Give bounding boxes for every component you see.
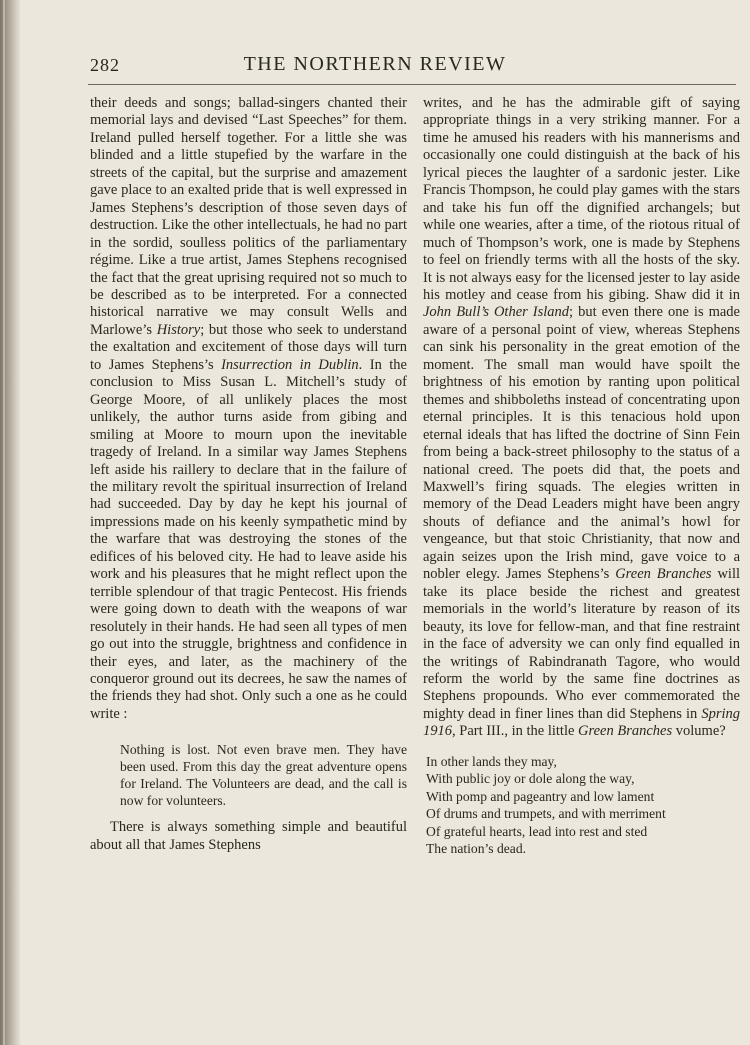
verse-line: Of grateful hearts, lead into rest and sted xyxy=(426,823,648,839)
page-number: 282 xyxy=(90,55,120,75)
running-head-title: THE NORTHERN REVIEW xyxy=(243,53,507,75)
header-rule xyxy=(88,84,736,85)
text-run: will take its place beside the richest and greatest memorials in the world’s literature by reason of its beauty, its love for fellow-man, and that fine restraint in the face of adversity we can only find equalled in the writings of Rabindranath Tagore, who would reform the world by the same fine doctrines as Stephens propounds. Who ever commemorated the mighty dead in finer lines than did Stephens in xyxy=(423,566,740,722)
italic-title-history: History xyxy=(156,321,201,338)
text-run: ; but those who seek to understand the exaltation and excitement of those days will turn to James Stephens’s xyxy=(90,321,407,373)
right-paragraph-1 xyxy=(423,95,740,741)
verse-quote xyxy=(426,753,740,858)
left-column xyxy=(90,95,407,854)
verse-line: Of drums and trumpets, and with merriment xyxy=(426,806,666,822)
verse-line: The nation’s dead. xyxy=(426,841,527,857)
text-run: . In the conclusion to Miss Susan L. Mitchell’s study of George Moore, of all unlikely places the most unlikely, the author turns aside from gibing and smiling at Moore to mourn upon the inevitable tragedy of Ireland. In a similar way James Stephens left aside his raillery to declare that in the failure of the military revolt the spiritual insurrection of Ireland had succeeded. Day by day he kept his journal of impressions made on his keenly sympathetic mind by the warfare that was destroying the stones of the edifices of his beloved city. He had to leave aside his work and his pleasures that he might reflect upon the terrible splendour of that tragic Pentecost. His friends were going down to death with the weapons of war resolutely in their hands. He had seen all types of men go out into the struggle, brightness and confidence in their eyes, and later, as the machinery of the conqueror ground out its decrees, he saw the names of the friends they had shot. Only such a one as he could write : xyxy=(90,356,407,722)
verse-line: With public joy or dole along the way, xyxy=(426,771,635,787)
left-paragraph-2: There is always something simple and beautiful about all that James Stephens xyxy=(90,819,407,853)
italic-title-green-branches: Green Branches xyxy=(578,723,673,740)
text-run: ; but even there one is made aware of a personal point of view, whereas Stephens can sink his personality in the great emotion of the moment. The small man would have spoilt the brightness of his emotion by ranting upon political themes and shibboleths instead of concentrating upon eternal principles. It is this tenacious hold upon eternal ideals that has lifted the doctrine of Sinn Fein from being a back-street philosophy to the status of a national creed. The poets did that, the poets and Maxwell’s firing squads. The elegies written in memory of the Dead Leaders might have been angry shouts of defiance and the animal’s howl for vengeance, but that stoic Christianity, that now and again seizes upon the Irish mind, gave voice to a nobler elegy. James Stephens’s xyxy=(423,304,740,583)
book-spine-edge xyxy=(0,0,20,1045)
text-run: , Part III., in the little xyxy=(452,723,579,740)
verse-line: In other lands they may, xyxy=(426,753,557,769)
left-paragraph-1 xyxy=(90,95,407,723)
verse-line: With pomp and pageantry and low lament xyxy=(426,788,655,804)
italic-title-insurrection: Insurrection in Dublin xyxy=(221,356,359,373)
italic-title-green-branches: Green Branches xyxy=(615,566,712,583)
right-column xyxy=(423,95,740,858)
block-quote: Nothing is lost. Not even brave men. They have been used. From this day the great adventure opens for Ireland. The Volunteers are dead, and the call is now for volunteers. xyxy=(120,742,407,809)
italic-title-spring: Spring 1916 xyxy=(423,705,740,740)
text-run: their deeds and songs; ballad-singers chanted their memorial lays and devised “Last Speeches” for them. Ireland pulled herself together. For a little she was blinded and a little stupefied by the warfare in the streets of the capital, but the surprise and amazement gave place to an exalted pride that is well expressed in James Stephens’s description of those seven days of destruction. Like the other intellectuals, he had no part in the sordid, soulless politics of the parliamentary régime. Like a true artist, James Stephens recognised the fact that the great uprising required not so much to be described as to be interpreted. For a connected historical narrative we may consult Wells and Marlowe’s xyxy=(90,95,407,338)
italic-title-john-bull: John Bull’s Other Island xyxy=(423,304,570,321)
text-run: volume? xyxy=(672,723,726,740)
text-run: writes, and he has the admirable gift of saying appropriate things in a very striking manner. For a time he amused his readers with his mannerisms and occasionally one could distinguish at the back of his lyrical pieces the laughter of a sardonic jester. Like Francis Thompson, he could play games with the stars and take his fun off the dignified archangels; but while one wearies, after a time, of the riotous ritual of much of Thompson’s work, one is made by Stephens to feel on friendly terms with all the hosts of the sky. It is not always easy for the licensed jester to lay aside his motley and cease from his gibing. Shaw did it in xyxy=(423,95,740,303)
